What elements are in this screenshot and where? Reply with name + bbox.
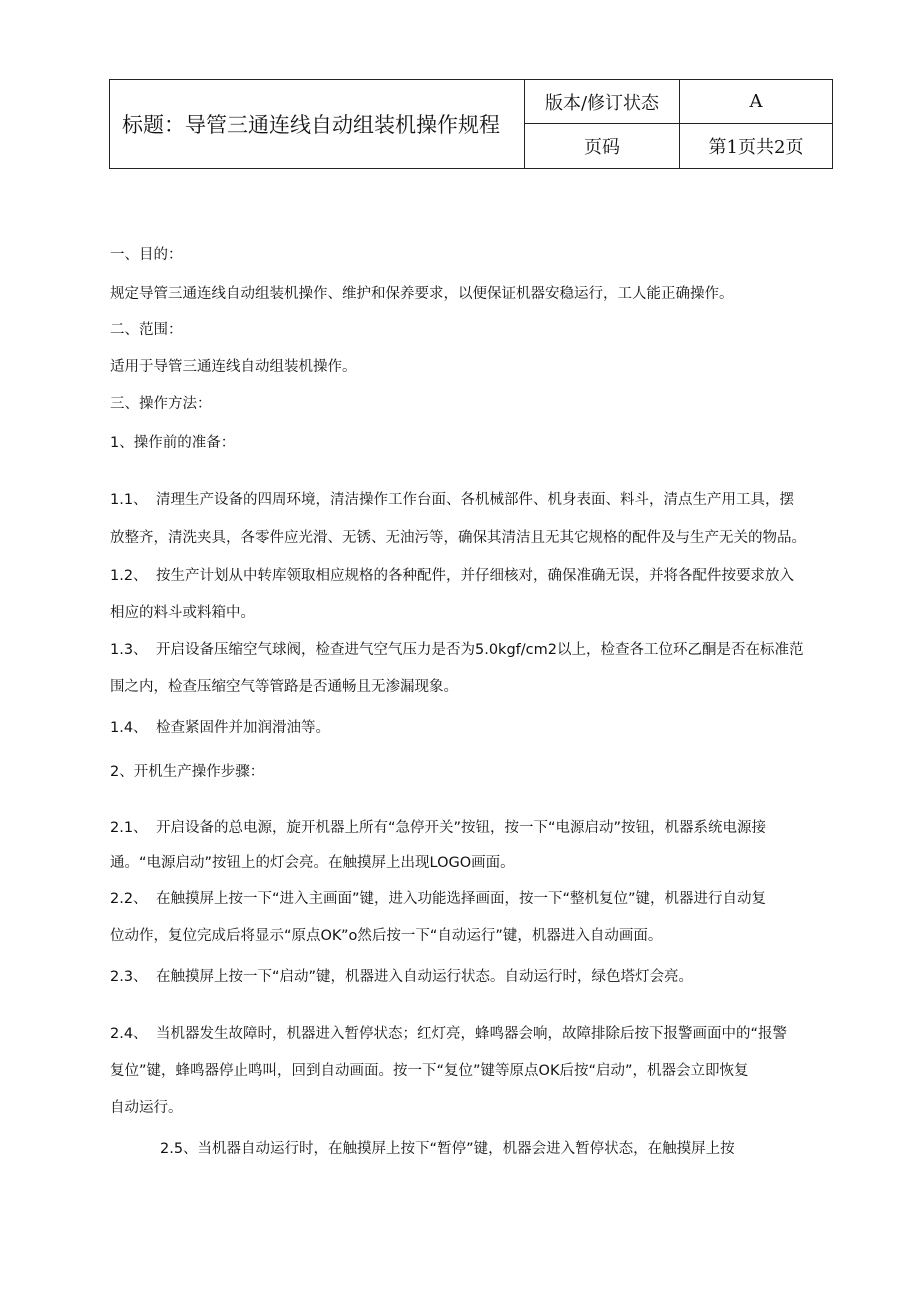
item-text: 当机器发生故障时，机器进入暂停状态；红灯亮，蜂鸣器会响，故障排除后按下报警画面中的“报警 [156, 1026, 788, 1042]
item-number: 1.1、 [110, 492, 148, 508]
item-text: 检查紧固件并加润滑油等。 [156, 720, 330, 736]
section-purpose-text: 规定导管三通连线自动组装机操作、维护和保养要求，以便保证机器安稳运行，工人能正确操作。 [110, 286, 734, 302]
item-1-2-line-1 [110, 566, 826, 586]
section-scope-heading: 二、范围： [110, 322, 183, 338]
item-1-3-line-1 [110, 640, 826, 660]
item-2-4-line-3: 自动运行。 [110, 1100, 183, 1116]
item-1-1-line-2: 放整齐，清洗夹具，各零件应光滑、无锈、无油污等，确保其清洁且无其它规格的配件及与生产无关的物品。 [110, 530, 806, 546]
section-scope-text: 适用于导管三通连线自动组装机操作。 [110, 359, 357, 375]
item-text: 开启设备压缩空气球阀，检查进气空气压力是否为5.0kgf∕cm2以上，检查各工位环乙酮是否在标准范 [156, 642, 804, 658]
item-2-5-line-1: 2.5、当机器自动运行时，在触摸屏上按下“暂停”键，机器会进入暂停状态，在触摸屏上按 [160, 1141, 735, 1157]
page-label: 页码 [525, 124, 680, 168]
page-value: 第1页共2页 [708, 137, 804, 158]
section-method-heading: 三、操作方法： [110, 396, 212, 412]
item-text: 开启设备的总电源，旋开机器上所有“急停开关”按钮，按一下“电源启动”按钮，机器系统电源接 [156, 820, 767, 836]
item-text: 按生产计划从中转库领取相应规格的各种配件，并仔细核对，确保准确无误，并将各配件按要求放入 [156, 568, 794, 584]
item-1-2-line-2: 相应的料斗或料箱中。 [110, 605, 255, 621]
item-text: 在触摸屏上按一下“进入主画面”键，进入功能选择画面，按一下“整机复位”键，机器进行自动复 [156, 891, 767, 907]
item-1-1-line-1 [110, 490, 826, 510]
section-purpose-heading: 一、目的： [110, 247, 183, 263]
item-1-4-line-1 [110, 718, 826, 738]
item-number: 1.4、 [110, 720, 148, 736]
item-number: 1.2、 [110, 568, 148, 584]
item-2-1-line-1 [110, 818, 826, 838]
item-number: 2.4、 [110, 1026, 148, 1042]
version-label: 版本/修订状态 [525, 80, 680, 124]
header-table [109, 79, 833, 169]
item-number: 2.2、 [110, 891, 148, 907]
item-text: 在触摸屏上按一下“启动”键，机器进入自动运行状态。自动运行时，绿色塔灯会亮。 [156, 969, 694, 985]
item-number: 1.3、 [110, 642, 148, 658]
item-text: 清理生产设备的四周环境，清洁操作工作台面、各机械部件、机身表面、料斗，清点生产用工具，摆 [156, 492, 794, 508]
item-2-2-line-2: 位动作，复位完成后将显示“原点OK”o然后按一下“自动运行”键，机器进入自动画面。 [110, 928, 663, 944]
item-2-2-line-1 [110, 889, 826, 909]
document-title: 标题：导管三通连线自动组装机操作规程 [110, 80, 525, 168]
subsection-operation-heading: 2、开机生产操作步骤： [110, 764, 265, 780]
subsection-prep-heading: 1、操作前的准备： [110, 435, 236, 451]
item-number: 2.3、 [110, 969, 148, 985]
item-2-1-line-2: 通。“电源启动”按钮上的灯会亮。在触摸屏上出现LOGO画面。 [110, 855, 515, 871]
item-1-3-line-2: 围之内，检查压缩空气等管路是否通畅且无渗漏现象。 [110, 679, 458, 695]
item-2-4-line-1 [110, 1024, 826, 1044]
item-number: 2.1、 [110, 820, 148, 836]
item-2-4-line-2: 复位”键，蜂鸣器停止鸣叫，回到自动画面。按一下“复位”键等原点OK后按“启动”，机器会立即恢复 [110, 1063, 749, 1079]
item-2-3-line-1 [110, 967, 826, 987]
version-value: A [680, 80, 832, 124]
